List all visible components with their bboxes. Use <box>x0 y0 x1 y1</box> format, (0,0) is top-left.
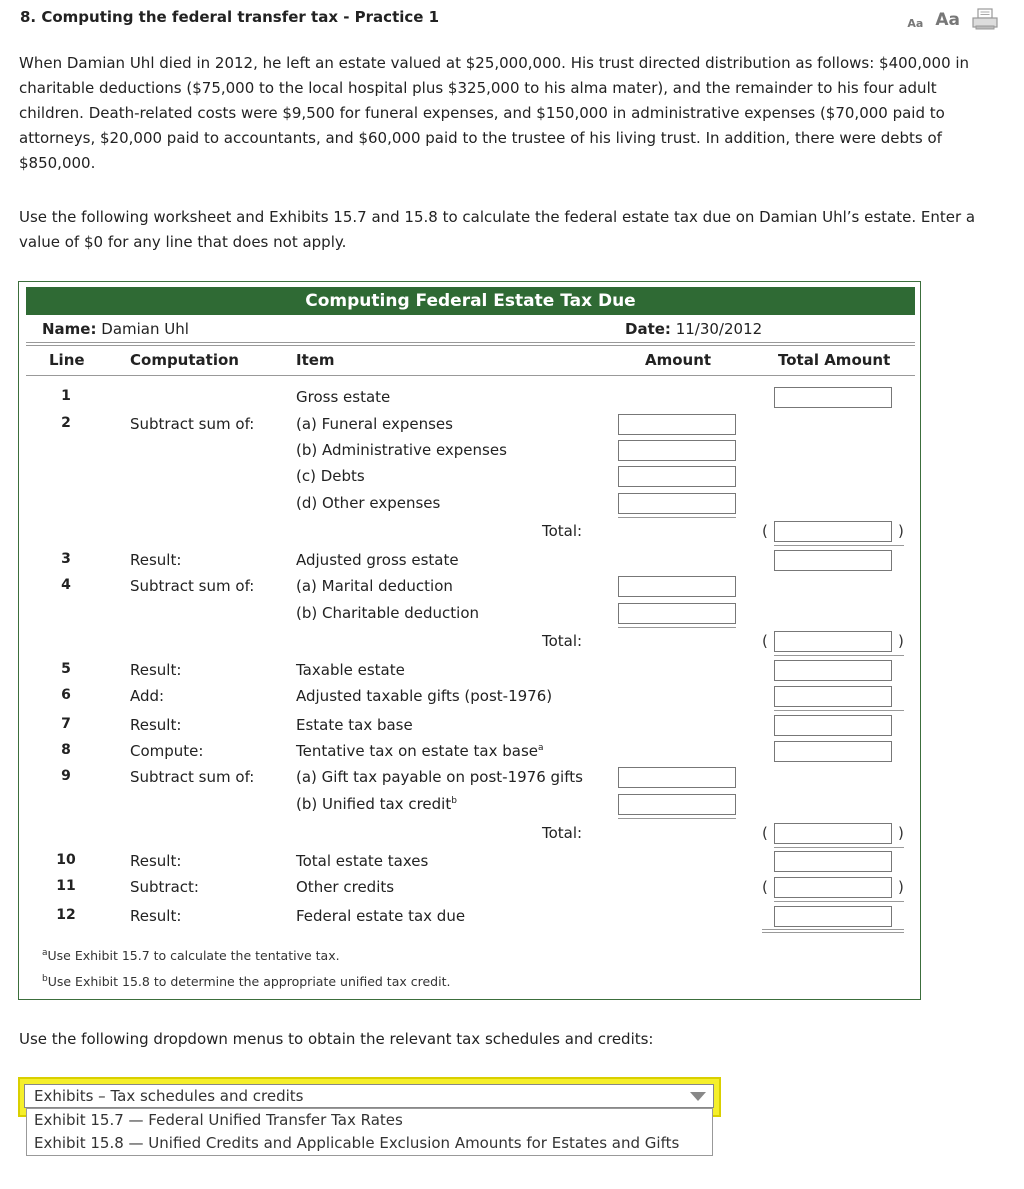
line-number: 9 <box>61 768 71 784</box>
line-number: 2 <box>61 415 71 431</box>
dropdown-option-exhibit-15-7[interactable]: Exhibit 15.7 — Federal Unified Transfer Tax Rates <box>34 1111 403 1129</box>
item-other-expenses: (d) Other expenses <box>296 494 441 512</box>
computation-label: Subtract sum of: <box>130 768 255 786</box>
computation-label: Result: <box>130 907 182 925</box>
line-number: 12 <box>56 907 76 923</box>
total-rule <box>774 655 904 656</box>
total-estate-taxes-input[interactable] <box>774 851 892 872</box>
administrative-expenses-input[interactable] <box>618 440 736 461</box>
item-marital-deduction: (a) Marital deduction <box>296 577 453 595</box>
paragraph-line: attorneys, $20,000 paid to accountants, and $60,000 paid to the trustee of his living trust. In addition, there were debts of <box>19 129 942 147</box>
total-rule <box>774 710 904 711</box>
gross-estate-total-input[interactable] <box>774 387 892 408</box>
problem-paragraph <box>19 51 989 176</box>
final-double-rule <box>762 929 904 933</box>
total-label: Total: <box>542 632 583 650</box>
name-value: Damian Uhl <box>101 320 189 338</box>
item-gross-estate: Gross estate <box>296 388 391 406</box>
total-label: Total: <box>542 522 583 540</box>
footnote-b-marker: b <box>451 796 457 806</box>
item-federal-estate-tax-due: Federal estate tax due <box>296 907 466 925</box>
name-label: Name: <box>42 320 97 338</box>
gift-tax-payable-input[interactable] <box>618 767 736 788</box>
chevron-down-icon[interactable] <box>690 1092 706 1101</box>
increase-text-size-button[interactable]: Aa <box>935 10 960 30</box>
computation-label: Result: <box>130 551 182 569</box>
computation-label: Result: <box>130 661 182 679</box>
computation-label: Subtract: <box>130 878 199 896</box>
marital-deduction-input[interactable] <box>618 576 736 597</box>
column-header-computation: Computation <box>130 351 239 369</box>
paren-close: ) <box>898 824 904 842</box>
paragraph-line: value of $0 for any line that does not apply. <box>19 233 347 251</box>
column-header-divider <box>26 375 915 376</box>
text-tools <box>907 8 998 30</box>
paragraph-line: children. Death-related costs were $9,500 for funeral expenses, and $150,000 in administrative expenses ($70,000 paid to <box>19 104 945 122</box>
total-rule <box>774 545 904 546</box>
header-divider <box>26 342 915 346</box>
total-rule <box>774 901 904 902</box>
adjusted-taxable-gifts-input[interactable] <box>774 686 892 707</box>
footnote-b <box>42 974 450 989</box>
item-funeral-expenses: (a) Funeral expenses <box>296 415 453 433</box>
total-label: Total: <box>542 824 583 842</box>
item-tentative-tax-text: Tentative tax on estate tax base <box>296 742 538 760</box>
computation-label: Result: <box>130 852 182 870</box>
footnote-a <box>42 948 340 963</box>
subtotal-rule <box>618 627 736 628</box>
computation-label: Result: <box>130 716 182 734</box>
dropdown-instruction: Use the following dropdown menus to obtain the relevant tax schedules and credits: <box>19 1030 654 1048</box>
federal-estate-tax-due-input[interactable] <box>774 906 892 927</box>
debts-input[interactable] <box>618 466 736 487</box>
item-total-estate-taxes: Total estate taxes <box>296 852 429 870</box>
computation-label: Subtract sum of: <box>130 577 255 595</box>
subtotal-rule <box>618 517 736 518</box>
paragraph-line: Use the following worksheet and Exhibits 15.7 and 15.8 to calculate the federal estate tax due on Damian Uhl’s estate. Enter a <box>19 208 976 226</box>
paren-close: ) <box>898 878 904 896</box>
item-taxable-estate: Taxable estate <box>296 661 405 679</box>
estate-tax-base-input[interactable] <box>774 715 892 736</box>
unified-tax-credit-input[interactable] <box>618 794 736 815</box>
computation-label: Subtract sum of: <box>130 415 255 433</box>
decrease-text-size-button[interactable]: Aa <box>907 17 924 30</box>
charitable-deduction-input[interactable] <box>618 603 736 624</box>
paragraph-line: When Damian Uhl died in 2012, he left an estate valued at $25,000,000. His trust directed distribution as follows: $400,000 in <box>19 54 970 72</box>
footnote-a-text: Use Exhibit 15.7 to calculate the tentative tax. <box>47 948 340 964</box>
date-value: 11/30/2012 <box>675 320 763 338</box>
exhibits-dropdown-selected: Exhibits – Tax schedules and credits <box>34 1087 304 1105</box>
worksheet-title: Computing Federal Estate Tax Due <box>26 287 915 315</box>
line4-total-input[interactable] <box>774 631 892 652</box>
date-field <box>625 320 762 338</box>
footnote-b-mark: b <box>42 974 48 984</box>
line-number: 11 <box>56 878 76 894</box>
date-label: Date: <box>625 320 671 338</box>
line2-total-input[interactable] <box>774 521 892 542</box>
funeral-expenses-input[interactable] <box>618 414 736 435</box>
printer-icon[interactable] <box>972 8 998 30</box>
paren-close: ) <box>898 632 904 650</box>
tentative-tax-input[interactable] <box>774 741 892 762</box>
item-gift-tax-payable: (a) Gift tax payable on post-1976 gifts <box>296 768 583 786</box>
paren-close: ) <box>898 522 904 540</box>
paren-open: ( <box>762 632 768 650</box>
question-title: 8. Computing the federal transfer tax - Practice 1 <box>20 8 440 26</box>
line9-total-input[interactable] <box>774 823 892 844</box>
item-unified-tax-credit <box>296 795 457 813</box>
name-field <box>42 320 189 338</box>
line-number: 5 <box>61 661 71 677</box>
item-tentative-tax <box>296 742 544 760</box>
line-number: 6 <box>61 687 71 703</box>
subtotal-rule <box>618 818 736 819</box>
item-adjusted-gross-estate: Adjusted gross estate <box>296 551 459 569</box>
computation-label: Compute: <box>130 742 204 760</box>
line-number: 1 <box>61 388 71 404</box>
line-number: 4 <box>61 577 71 593</box>
line-number: 7 <box>61 716 71 732</box>
footnote-a-mark: a <box>42 948 48 958</box>
column-header-total-amount: Total Amount <box>778 351 891 369</box>
item-other-credits: Other credits <box>296 878 395 896</box>
item-charitable-deduction: (b) Charitable deduction <box>296 604 480 622</box>
paragraph-line: charitable deductions ($75,000 to the local hospital plus $325,000 to his alma mater), and the remainder to his four adult <box>19 79 937 97</box>
paren-open: ( <box>762 522 768 540</box>
paragraph-line: $850,000. <box>19 154 96 172</box>
item-debts: (c) Debts <box>296 467 365 485</box>
column-header-line: Line <box>49 351 85 369</box>
item-adjusted-taxable-gifts: Adjusted taxable gifts (post-1976) <box>296 687 553 705</box>
taxable-estate-input[interactable] <box>774 660 892 681</box>
dropdown-option-exhibit-15-8[interactable]: Exhibit 15.8 — Unified Credits and Applicable Exclusion Amounts for Estates and Gifts <box>34 1134 680 1152</box>
other-expenses-input[interactable] <box>618 493 736 514</box>
adjusted-gross-estate-input[interactable] <box>774 550 892 571</box>
item-administrative-expenses: (b) Administrative expenses <box>296 441 507 459</box>
paren-open: ( <box>762 824 768 842</box>
line-number: 8 <box>61 742 71 758</box>
paren-open: ( <box>762 878 768 896</box>
item-unified-tax-credit-text: (b) Unified tax credit <box>296 795 452 813</box>
column-header-item: Item <box>296 351 335 369</box>
computation-label: Add: <box>130 687 165 705</box>
line-number: 3 <box>61 551 71 567</box>
instruction-paragraph <box>19 205 989 255</box>
footnote-b-text: Use Exhibit 15.8 to determine the appropriate unified tax credit. <box>47 974 451 990</box>
column-header-amount: Amount <box>645 351 712 369</box>
other-credits-input[interactable] <box>774 877 892 898</box>
total-rule <box>774 847 904 848</box>
item-estate-tax-base: Estate tax base <box>296 716 413 734</box>
line-number: 10 <box>56 852 76 868</box>
footnote-a-marker: a <box>538 743 544 753</box>
